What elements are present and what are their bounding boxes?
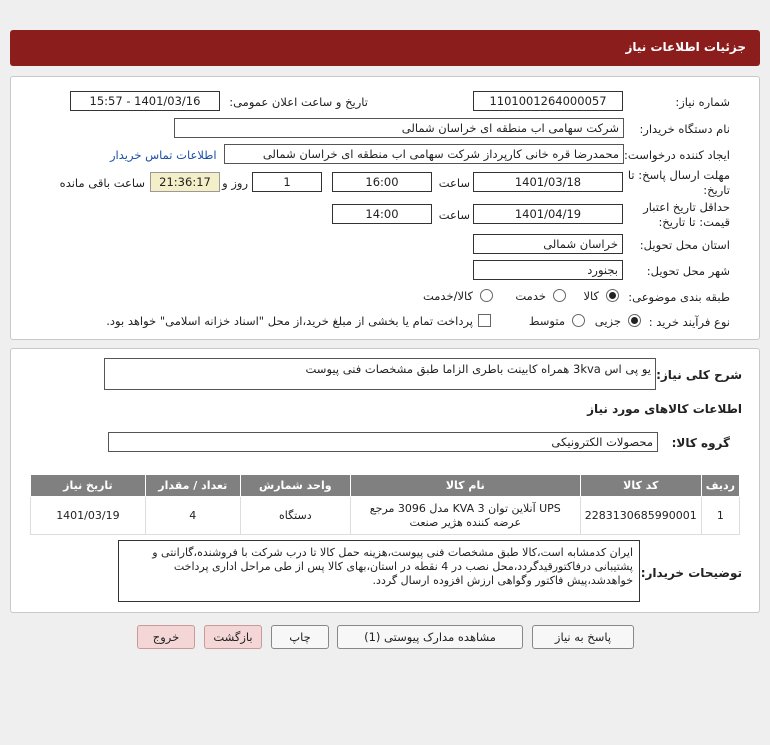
treasury-payment-checkbox[interactable] [478, 314, 491, 327]
exit-button[interactable]: خروج [137, 625, 195, 649]
summary-label: شرح کلی نیاز: [656, 368, 742, 382]
process-label: نوع فرآیند خرید : [648, 315, 730, 329]
validity-date-field: 1401/04/19 [473, 204, 623, 224]
page-title: جزئیات اطلاعات نیاز [625, 40, 746, 54]
province-label: استان محل تحویل: [639, 238, 730, 252]
city-field: بجنورد [473, 260, 623, 280]
cell-qty: 4 [145, 497, 240, 535]
validity-time-label: ساعت [438, 208, 470, 222]
creator-field: محمدرضا قره خانی کارپرداز شرکت سهامی اب منطقه ای خراسان شمالی [224, 144, 624, 164]
days-field: 1 [252, 172, 322, 192]
page-header [10, 30, 760, 66]
col-unit: واحد شمارش [240, 475, 350, 497]
category-label: طبقه بندی موضوعی: [628, 290, 730, 304]
print-button[interactable]: چاپ [271, 625, 329, 649]
table-row [31, 497, 740, 535]
category-radio-goods-service[interactable] [480, 289, 493, 302]
back-button[interactable]: بازگشت [204, 625, 262, 649]
days-label: روز و [222, 176, 248, 190]
buyer-label: نام دستگاه خریدار: [639, 122, 730, 136]
creator-label: ایجاد کننده درخواست: [624, 148, 730, 162]
col-name: نام کالا [350, 475, 580, 497]
col-date: تاریخ نیاز [31, 475, 146, 497]
province-field: خراسان شمالی [473, 234, 623, 254]
process-radio-minor[interactable] [628, 314, 641, 327]
category-radio-service[interactable] [553, 289, 566, 302]
group-label: گروه کالا: [671, 436, 730, 450]
process-option-minor: جزیی [594, 314, 621, 328]
deadline-label: مهلت ارسال پاسخ: تا [627, 168, 730, 182]
cell-name: UPS آنلاین توان KVA 3 مدل 3096 مرجع عرضه کننده هژیر صنعت [350, 497, 580, 535]
col-row: ردیف [701, 475, 739, 497]
category-option-service: خدمت [515, 289, 546, 303]
deadline-date-field: 1401/03/18 [473, 172, 623, 192]
buyer-notes-field: ایران کدمشابه است،کالا طبق مشخصات فنی پیوست،هزینه حمل کالا تا درب شرکت با فروشنده،گارانتی و پشتیبانی درفاکتورقیدگردد،محل نصب در 4 نقطه در استان،بهای کالا پس از طی مراحل اداری پرداخت خواهدشد،پیش فاکتور وگواهی ارزش افزوده ارسال گردد. [118, 540, 640, 602]
deadline-time-label: ساعت [438, 176, 470, 190]
items-section-title: اطلاعات کالاهای مورد نیاز [587, 402, 742, 416]
group-field: محصولات الکترونیکی [108, 432, 658, 452]
category-option-goods: کالا [583, 289, 599, 303]
contact-buyer-link[interactable]: اطلاعات تماس خریدار [110, 148, 217, 162]
need-number-field: 1101001264000057 [473, 91, 623, 111]
items-table [30, 474, 740, 535]
deadline-time-field: 16:00 [332, 172, 432, 192]
need-number-label: شماره نیاز: [675, 95, 730, 109]
col-code: کد کالا [580, 475, 701, 497]
deadline-label-date: تاریخ: [703, 183, 730, 197]
cell-unit: دستگاه [240, 497, 350, 535]
validity-time-field: 14:00 [332, 204, 432, 224]
view-documents-button[interactable]: مشاهده مدارک پیوستی (1) [337, 625, 523, 649]
buyer-notes-label: توضیحات خریدار: [640, 566, 742, 580]
city-label: شهر محل تحویل: [646, 264, 730, 278]
announce-field: 1401/03/16 - 15:57 [70, 91, 220, 111]
cell-date: 1401/03/19 [31, 497, 146, 535]
process-option-medium: متوسط [528, 314, 565, 328]
announce-label: تاریخ و ساعت اعلان عمومی: [229, 95, 368, 109]
remaining-label: ساعت باقی مانده [59, 176, 145, 190]
col-qty: تعداد / مقدار [145, 475, 240, 497]
respond-button[interactable]: پاسخ به نیاز [532, 625, 634, 649]
cell-code: 2283130685990001 [580, 497, 701, 535]
validity-label-date: قیمت: تا تاریخ: [658, 215, 730, 229]
payment-note: پرداخت تمام یا بخشی از مبلغ خرید،از محل "اسناد خزانه اسلامی" خواهد بود. [106, 314, 473, 328]
category-radio-goods[interactable] [606, 289, 619, 302]
remaining-time-field: 21:36:17 [150, 172, 220, 192]
buyer-field: شرکت سهامی اب منطقه ای خراسان شمالی [174, 118, 624, 138]
category-option-goods-service: کالا/خدمت [422, 289, 473, 303]
process-radio-medium[interactable] [572, 314, 585, 327]
validity-label: حداقل تاریخ اعتبار [643, 200, 730, 214]
cell-row: 1 [701, 497, 739, 535]
summary-field: یو پی اس 3kva همراه کابینت باطری الزاما طبق مشخصات فنی پیوست [104, 358, 656, 390]
